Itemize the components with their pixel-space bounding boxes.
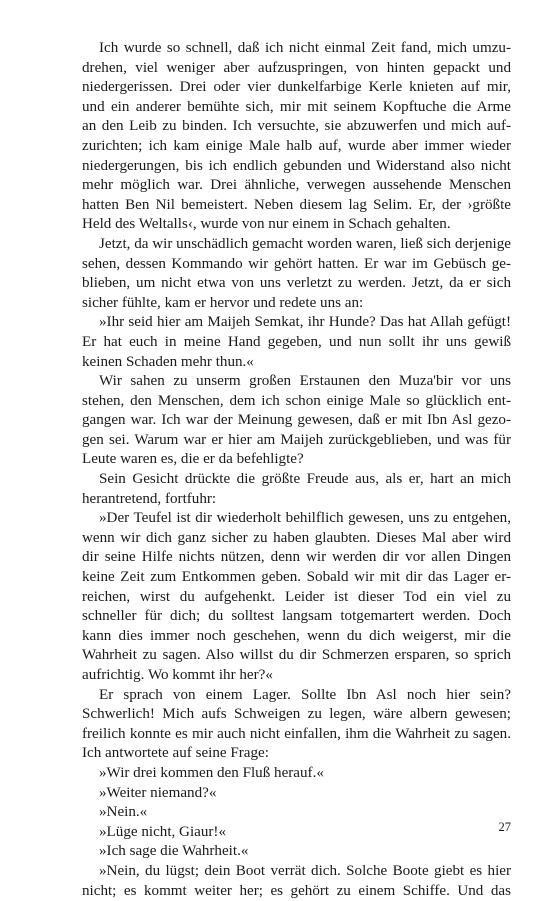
text-line: stehen, den Menschen, dem ich schon einige Male so glücklich ent-: [82, 392, 511, 409]
text-line: aufrichtig. Wo kommt ihr her?«: [82, 667, 273, 683]
text-line: »Nein.«: [99, 804, 148, 821]
text-line: dir seine Hilfe nichts nützen, denn wir werden dir vor allen Dingen: [82, 549, 511, 566]
text-line: zurichten; ich kam einige Male halb auf, wurde aber immer wieder: [82, 137, 511, 154]
text-line: freilich konnte es mir auch nicht einfallen, ihm die Wahrheit zu sagen.: [82, 725, 511, 742]
text-line: sicher fühlte, kam er hervor und redete uns an:: [82, 294, 364, 311]
text-line: blieben, um nicht etwa von uns verletzt zu werden. Jetzt, da er sich: [82, 275, 511, 292]
text-line: »Weiter niemand?«: [99, 784, 217, 801]
text-line: reichen, wirst du aufgehenkt. Leider ist dieser Tod ein viel zu: [82, 588, 511, 605]
text-line: niedergerungen, bis ich endlich gebunden und Widerstand also nicht: [82, 157, 511, 174]
text-line: kann dies immer noch geschehen, wenn du dich weigerst, mir die: [82, 627, 511, 644]
text-line: »Ich sage die Wahrheit.«: [99, 843, 249, 860]
text-line: Held des Weltalls‹, wurde von nur einem in Schach gehalten.: [82, 216, 451, 233]
text-line: nicht; es kommt weiter her; es gehört zu einem Schiffe. Und das: [82, 882, 511, 899]
text-line: Er hat euch in meine Hand gegeben, und nun sollt ihr uns gewiß: [82, 333, 511, 350]
text-line: gen sei. Warum war er hier am Maijeh zurückgeblieben, und was für: [82, 431, 511, 448]
text-line: sehen, dessen Kommando wir gehört hatten. Er war im Gebüsch ge-: [82, 255, 511, 272]
text-line: keinen Schaden mehr thun.«: [82, 353, 254, 370]
text-line: Schwerlich! Mich aufs Schweigen zu legen, wäre albern gewesen;: [82, 706, 511, 723]
text-line: schneller für dich; du solltest langsam totgemartert werden. Doch: [82, 608, 511, 625]
page-number: 27: [498, 820, 511, 834]
text-line: »Der Teufel ist dir wiederholt behilflich gewesen, uns zu entgehen,: [99, 510, 511, 527]
text-line: mehr möglich war. Drei ähnliche, verwegen aussehende Menschen: [82, 177, 511, 194]
text-line: »Wir drei kommen den Fluß herauf.«: [99, 764, 324, 781]
text-line: wenn wir dich ganz sicher zu haben glaubten. Dieses Mal aber wird: [82, 529, 511, 546]
text-line: Leute waren es, die er da befehligte?: [82, 451, 304, 468]
body-text: [82, 39, 511, 901]
text-line: und ein anderer bemühte sich, mir mit seinem Kopftuche die Arme: [82, 98, 511, 115]
text-line: Jetzt, da wir unschädlich gemacht worden waren, ließ sich derjenige: [99, 235, 511, 252]
text-line: Ich wurde so schnell, daß ich nicht einmal Zeit fand, mich umzu-: [99, 40, 511, 56]
text-line: keine Zeit zum Entkommen geben. Sobald wir mit dir das Lager er-: [82, 569, 511, 586]
text-line: »Lüge nicht, Giaur!«: [99, 823, 226, 840]
text-line: Er sprach von einem Lager. Sollte Ibn Asl noch hier sein?: [99, 686, 511, 703]
text-line: gangen war. Ich war der Meinung gewesen, daß er mit Ibn Asl gezo-: [82, 412, 511, 429]
text-line: niedergerissen. Drei oder vier dunkelfarbige Kerle knieten auf mir,: [82, 79, 511, 96]
text-line: hatten Ben Nil bemeistert. Neben diesem lag Selim. Er, der ›größte: [82, 196, 511, 213]
text-line: Ich antwortete auf seine Frage:: [82, 745, 269, 762]
text-line: Wahrheit zu sagen. Also willst du dir Schmerzen ersparen, so sprich: [82, 647, 511, 664]
text-line: Sein Gesicht drückte die größte Freude aus, als er, hart an mich: [99, 471, 511, 488]
text-line: »Ihr seid hier am Maijeh Semkat, ihr Hunde? Das hat Allah gefügt!: [99, 314, 511, 331]
text-line: an den Leib zu binden. Ich versuchte, sie abzuwerfen und mich auf-: [82, 118, 511, 135]
text-line: Wir sahen zu unserm großen Erstaunen den Muza'bir vor uns: [99, 373, 511, 390]
text-line: herantretend, fortfuhr:: [82, 490, 217, 507]
text-line: drehen, viel weniger aber aufzuspringen, von hinten gepackt und: [82, 59, 511, 76]
text-line: »Nein, du lügst; dein Boot verrät dich. Solche Boote giebt es hier: [99, 862, 511, 879]
